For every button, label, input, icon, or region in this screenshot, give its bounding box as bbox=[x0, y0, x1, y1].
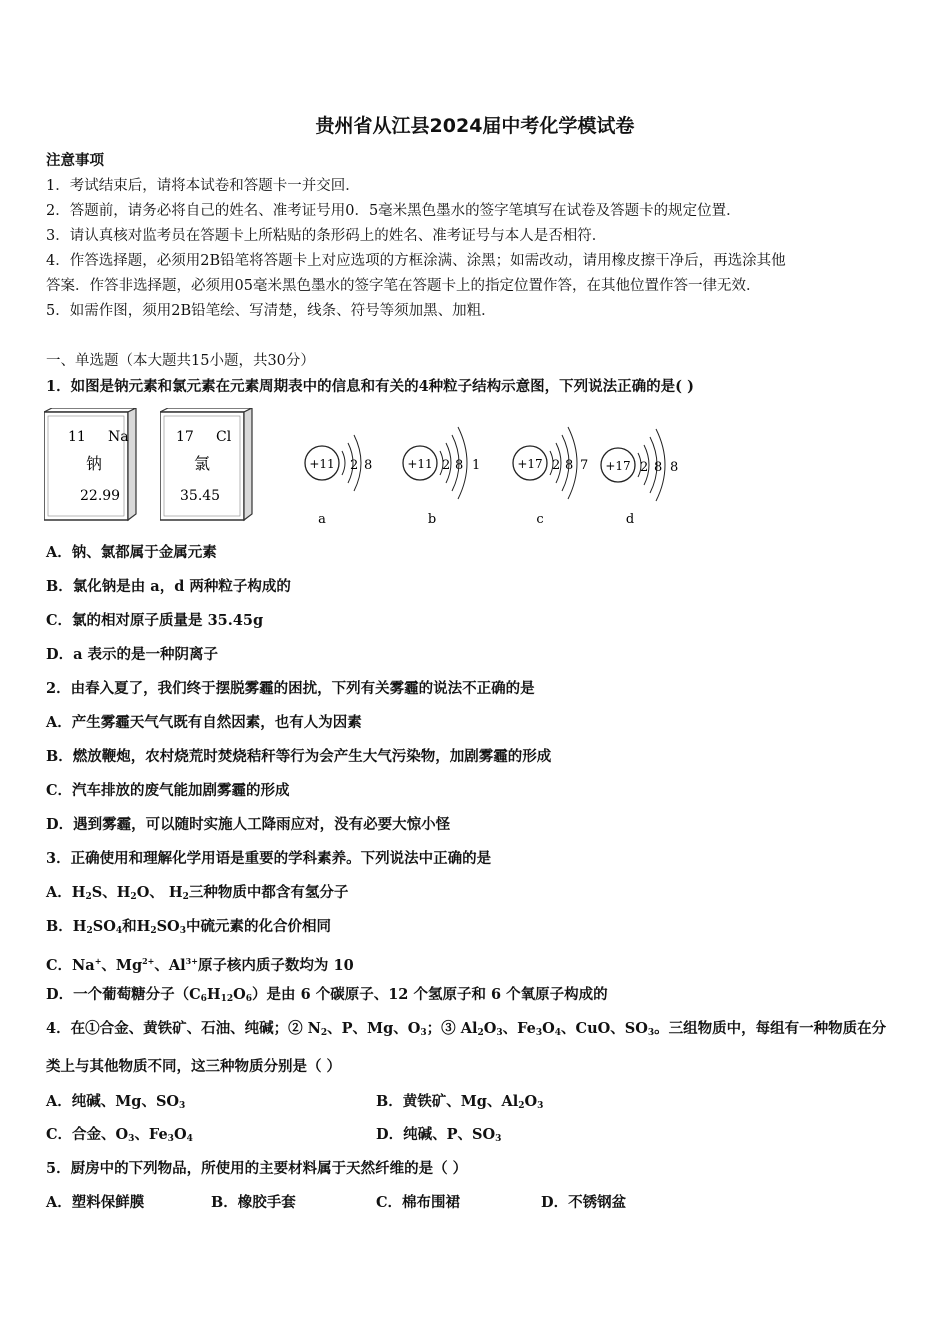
cl-symbol: Cl bbox=[216, 429, 232, 445]
question-4-stem-line2: 类上与其他物质不同，这三种物质分别是（ ） bbox=[46, 1058, 342, 1075]
nucleus-charge: +17 bbox=[517, 457, 543, 471]
diagram-label: c bbox=[536, 512, 544, 527]
q4-option-a: A．纯碱、Mg、$SO_3$ bbox=[46, 1093, 186, 1111]
notice-item: 5．如需作图，须用2B铅笔绘、写清楚，线条、符号等须加黑、加粗． bbox=[46, 303, 496, 319]
cl-mass: 35.45 bbox=[180, 488, 221, 504]
section-heading: 一、单选题（本大题共15小题，共30分） bbox=[46, 353, 315, 369]
q1-option-b: B．氯化钠是由 a，d 两种粒子构成的 bbox=[46, 578, 291, 595]
question-2-stem: 2．由春入夏了，我们终于摆脱雾霾的困扰，下列有关雾霾的说法不正确的是 bbox=[46, 680, 535, 697]
notice-item: 4．作答选择题，必须用2B铅笔将答题卡上对应选项的方框涂满、涂黑；如需改动，请用橡皮擦干净后，再选涂其他 bbox=[46, 253, 786, 269]
nucleus-charge: +11 bbox=[407, 457, 433, 471]
shell-electrons: 2 bbox=[442, 458, 451, 473]
question-1-stem: 1．如图是钠元素和氯元素在元素周期表中的信息和有关的4种粒子结构示意图，下列说法正确的是( ) bbox=[46, 378, 694, 395]
chlorine-element-card bbox=[160, 408, 256, 522]
q5-option-b: B．橡胶手套 bbox=[211, 1194, 296, 1211]
question-3-stem: 3．正确使用和理解化学用语是重要的学科素养。下列说法中正确的是 bbox=[46, 850, 492, 867]
shell-electrons: 8 bbox=[670, 460, 679, 475]
nucleus-charge: +17 bbox=[605, 459, 631, 473]
diagram-label: a bbox=[318, 512, 326, 527]
shell-electrons: 2 bbox=[350, 458, 359, 473]
q4-option-b: B．黄铁矿、Mg、$Al_2O_3$ bbox=[376, 1093, 544, 1111]
cl-atomic-number: 17 bbox=[176, 429, 194, 445]
atom-diagram-a bbox=[298, 415, 388, 527]
atom-diagram-d bbox=[598, 415, 698, 527]
shell-electrons: 8 bbox=[565, 458, 574, 473]
shell-electrons: 7 bbox=[580, 458, 589, 473]
notice-item: 2．答题前，请务必将自己的姓名、准考证号用0．5毫米黑色墨水的签字笔填写在试卷及答题卡的规定位置． bbox=[46, 203, 741, 219]
q3-option-b: B．$H_2SO_4$和$H_2SO_3$中硫元素的化合价相同 bbox=[46, 918, 331, 936]
notice-item: 答案．作答非选择题，必须用05毫米黑色墨水的签字笔在答题卡上的指定位置作答，在其他位置作答一律无效． bbox=[46, 278, 761, 294]
shell-electrons: 8 bbox=[654, 460, 663, 475]
diagram-label: b bbox=[427, 512, 437, 527]
diagram-label: d bbox=[625, 512, 635, 527]
na-mass: 22.99 bbox=[80, 488, 121, 504]
q4-option-c: C．合金、$O_3$、$Fe_3O_4$ bbox=[46, 1126, 193, 1144]
q5-option-a: A．塑料保鲜膜 bbox=[46, 1194, 145, 1211]
question-5-stem: 5．厨房中的下列物品，所使用的主要材料属于天然纤维的是（ ） bbox=[46, 1160, 468, 1177]
page-title: 贵州省从江县2024届中考化学模试卷 bbox=[315, 115, 635, 137]
atom-diagram-c bbox=[508, 415, 608, 527]
q2-option-d: D．遇到雾霾，可以随时实施人工降雨应对，没有必要大惊小怪 bbox=[46, 816, 451, 833]
na-name: 钠 bbox=[86, 454, 103, 473]
q5-option-d: D．不锈钢盆 bbox=[541, 1194, 627, 1211]
nucleus-charge: +11 bbox=[309, 457, 335, 471]
notice-item: 3．请认真核对监考员在答题卡上所粘贴的条形码上的姓名、准考证号与本人是否相符． bbox=[46, 228, 607, 244]
shell-electrons: 1 bbox=[472, 458, 481, 473]
q2-option-a: A．产生雾霾天气气既有自然因素，也有人为因素 bbox=[46, 714, 362, 731]
q3-option-d: D．一个葡萄糖分子$(C_6H_{12}O_6)$是由 6 个碳原子、12 个氢原子和 6 个氧原子构成的 bbox=[46, 986, 608, 1004]
q3-option-c: C．Na+、$Mg^{2+}$、$Al^{3+}$原子核内质子数均为 10 bbox=[46, 956, 354, 974]
atom-diagram-b bbox=[398, 415, 498, 527]
shell-electrons: 8 bbox=[364, 458, 373, 473]
cl-name: 氯 bbox=[194, 454, 211, 473]
na-symbol: Na bbox=[108, 429, 129, 445]
q2-option-b: B．燃放鞭炮，农村烧荒时焚烧秸秆等行为会产生大气污染物，加剧雾霾的形成 bbox=[46, 748, 552, 765]
q1-option-a: A．钠、氯都属于金属元素 bbox=[46, 544, 217, 561]
q2-option-c: C．汽车排放的废气能加剧雾霾的形成 bbox=[46, 782, 290, 799]
question-4-stem: 4．在①合金、黄铁矿、石油、纯碱；② $N_2$、P、Mg、$O_3$；③ $Al_2O_3$、$Fe_3O_4$、CuO、$SO_3$。三组物质中，每组有一种物质在分 bbox=[46, 1020, 887, 1038]
na-atomic-number: 11 bbox=[68, 429, 86, 445]
q5-option-c: C．棉布围裙 bbox=[376, 1194, 461, 1211]
shell-electrons: 8 bbox=[455, 458, 464, 473]
notice-item: 1．考试结束后，请将本试卷和答题卡一并交回． bbox=[46, 178, 360, 194]
shell-electrons: 2 bbox=[640, 460, 649, 475]
q4-option-d: D．纯碱、P、$SO_3$ bbox=[376, 1126, 502, 1144]
q3-option-a: A．$H_2S$、$H_2O$、 $H_2$三种物质中都含有氢分子 bbox=[46, 884, 349, 902]
notice-heading: 注意事项 bbox=[46, 152, 104, 169]
sodium-element-card bbox=[44, 408, 140, 522]
q1-option-d: D．a 表示的是一种阴离子 bbox=[46, 646, 219, 663]
q1-option-c: C．氯的相对原子质量是 35.45g bbox=[46, 612, 264, 629]
shell-electrons: 2 bbox=[552, 458, 561, 473]
